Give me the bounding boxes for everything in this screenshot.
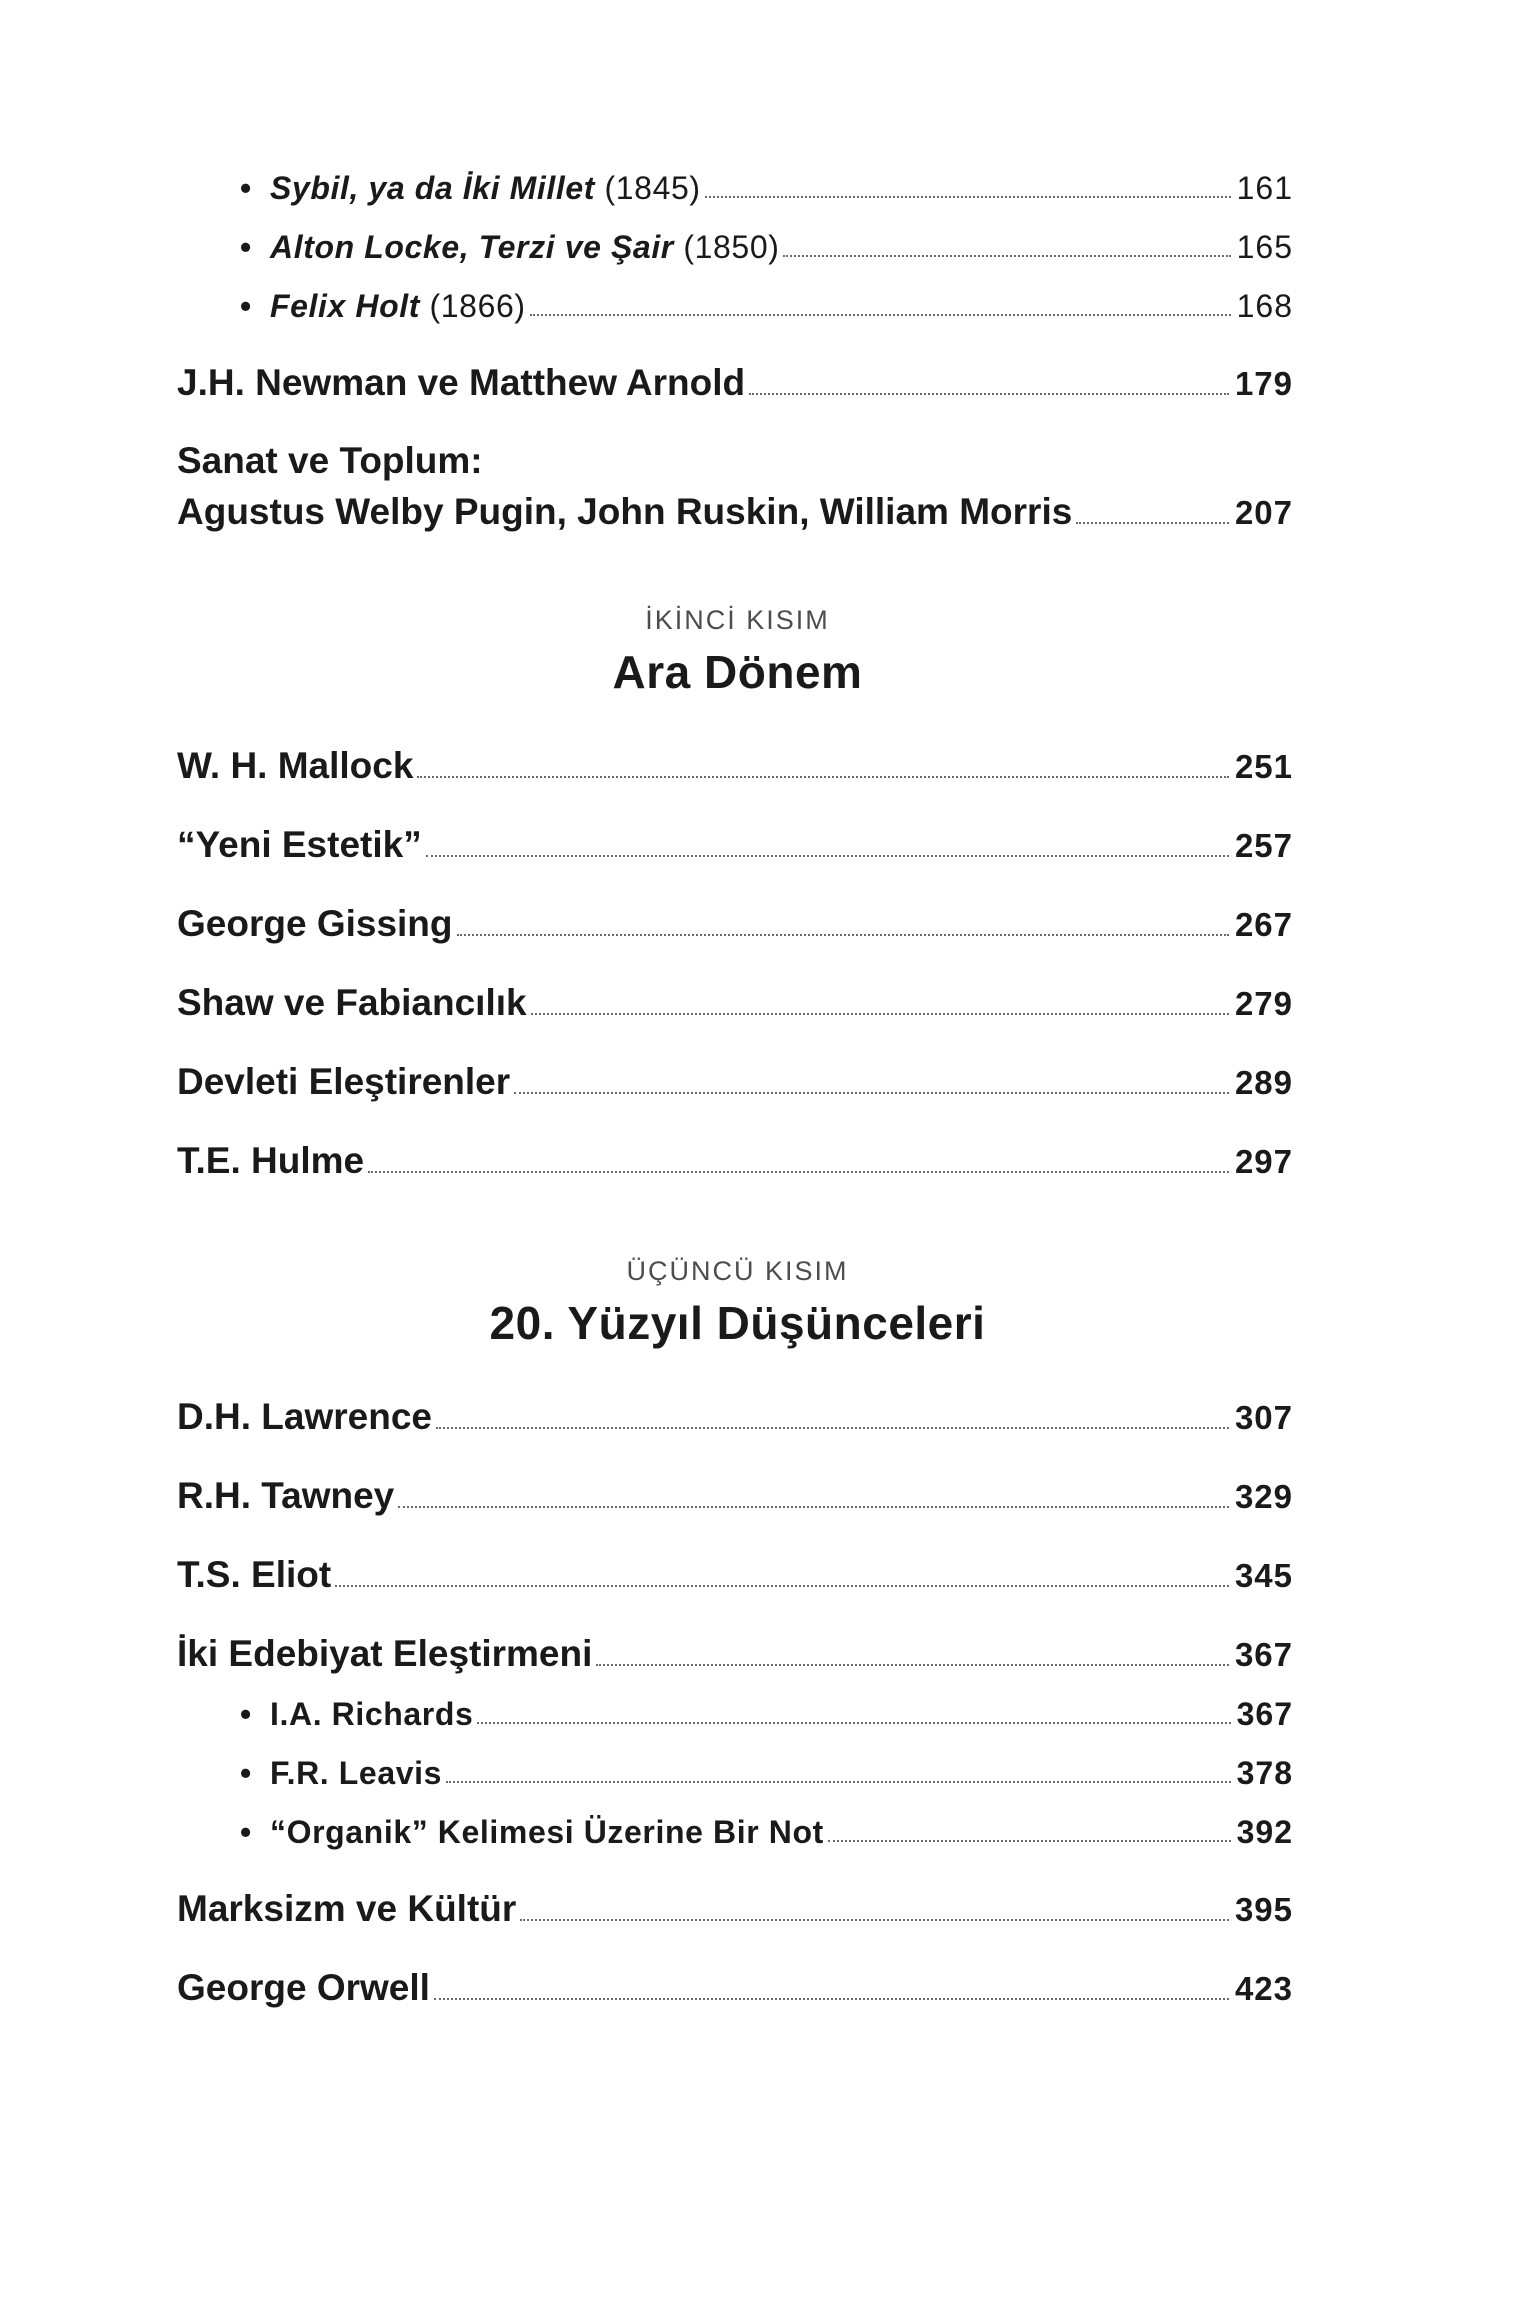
page-number: 423	[1234, 1970, 1293, 2007]
entry-title: Devleti Eleştirenler	[177, 1061, 511, 1102]
page-number: 257	[1234, 827, 1293, 864]
toc-subentry[interactable]	[240, 1814, 1293, 1851]
page-number: 329	[1234, 1478, 1293, 1515]
dot-leader	[417, 776, 1229, 778]
entry-title: Agustus Welby Pugin, John Ruskin, William Morris	[177, 491, 1073, 532]
page-number: 165	[1236, 229, 1293, 265]
toc-entry[interactable]	[177, 491, 1293, 533]
page-number: 251	[1234, 748, 1293, 785]
dot-leader	[477, 1722, 1230, 1724]
toc-entry[interactable]	[177, 362, 1293, 404]
toc-entry[interactable]	[177, 1140, 1293, 1182]
dot-leader	[520, 1919, 1229, 1921]
dot-leader	[828, 1840, 1231, 1842]
dot-leader	[1076, 522, 1229, 524]
page-number: 168	[1236, 288, 1293, 324]
toc-entry[interactable]	[177, 1554, 1293, 1596]
toc-subentry[interactable]	[240, 1696, 1293, 1733]
part-title: Ara Dönem	[612, 646, 863, 698]
dot-leader	[596, 1664, 1229, 1666]
part-label: İKİNCİ KISIM	[645, 605, 830, 635]
toc-entry[interactable]	[177, 1967, 1293, 2009]
page-number: 179	[1234, 365, 1293, 402]
entry-title: T.E. Hulme	[177, 1140, 365, 1181]
page-number: 297	[1234, 1143, 1293, 1180]
toc-entry[interactable]	[177, 903, 1293, 945]
dot-leader	[705, 196, 1231, 198]
dot-leader	[783, 255, 1230, 257]
toc-subentry[interactable]	[240, 170, 1293, 207]
toc-entry[interactable]	[177, 824, 1293, 866]
bullet-icon: •	[240, 170, 252, 206]
subentry-title: • F.R. Leavis	[240, 1755, 443, 1791]
entry-title: George Orwell	[177, 1967, 430, 2008]
dot-leader	[335, 1585, 1229, 1587]
subentry-title: • Felix Holt (1866)	[240, 288, 526, 324]
part-title: 20. Yüzyıl Düşünceleri	[489, 1297, 986, 1349]
toc-subentry[interactable]	[240, 229, 1293, 266]
dot-leader	[368, 1171, 1229, 1173]
bullet-icon: •	[240, 229, 252, 265]
page-number: 367	[1236, 1696, 1293, 1732]
page-number: 289	[1234, 1064, 1293, 1101]
page-number: 161	[1236, 170, 1293, 206]
page-number: 392	[1236, 1814, 1293, 1850]
dot-leader	[434, 1998, 1229, 2000]
toc-entry[interactable]	[177, 745, 1293, 787]
dot-leader	[398, 1506, 1229, 1508]
entry-title: R.H. Tawney	[177, 1475, 395, 1516]
bullet-icon: •	[240, 1755, 252, 1791]
toc-subentry[interactable]	[240, 288, 1293, 325]
page-number: 395	[1234, 1891, 1293, 1928]
entry-title: J.H. Newman ve Matthew Arnold	[177, 362, 746, 403]
subentry-title: • Alton Locke, Terzi ve Şair (1850)	[240, 229, 780, 265]
toc-entry[interactable]	[177, 982, 1293, 1024]
dot-leader	[749, 393, 1229, 395]
page-number: 279	[1234, 985, 1293, 1022]
page-number: 367	[1234, 1636, 1293, 1673]
dot-leader	[426, 855, 1229, 857]
page-number: 307	[1234, 1399, 1293, 1436]
toc-subentry[interactable]	[240, 1755, 1293, 1792]
entry-title: Marksizm ve Kültür	[177, 1888, 517, 1929]
toc-entry[interactable]	[177, 1888, 1293, 1930]
page-number: 207	[1234, 494, 1293, 531]
bullet-icon: •	[240, 288, 252, 324]
toc-entry[interactable]	[177, 1396, 1293, 1438]
bullet-icon: •	[240, 1696, 252, 1732]
entry-title: W. H. Mallock	[177, 745, 414, 786]
entry-title: Shaw ve Fabiancılık	[177, 982, 527, 1023]
entry-title: “Yeni Estetik”	[177, 824, 422, 865]
entry-title: T.S. Eliot	[177, 1554, 332, 1595]
page-number: 267	[1234, 906, 1293, 943]
entry-title: D.H. Lawrence	[177, 1396, 432, 1437]
toc-entry[interactable]	[177, 1061, 1293, 1103]
subentry-title: • I.A. Richards	[240, 1696, 474, 1732]
entry-title: George Gissing	[177, 903, 453, 944]
bullet-icon: •	[240, 1814, 252, 1850]
dot-leader	[457, 934, 1229, 936]
page-number: 345	[1234, 1557, 1293, 1594]
toc-entry[interactable]	[177, 1475, 1293, 1517]
dot-leader	[530, 314, 1231, 316]
entry-title: İki Edebiyat Eleştirmeni	[177, 1633, 593, 1674]
page-number: 378	[1236, 1755, 1293, 1791]
subentry-title: • “Organik” Kelimesi Üzerine Bir Not	[240, 1814, 824, 1850]
toc-entry[interactable]	[177, 1633, 1293, 1675]
entry-title-line1: Sanat ve Toplum:	[177, 440, 483, 481]
dot-leader	[436, 1427, 1229, 1429]
subentry-title: • Sybil, ya da İki Millet (1845)	[240, 170, 701, 206]
dot-leader	[446, 1781, 1231, 1783]
dot-leader	[531, 1013, 1229, 1015]
part-label: ÜÇÜNCÜ KISIM	[626, 1256, 849, 1286]
dot-leader	[514, 1092, 1229, 1094]
